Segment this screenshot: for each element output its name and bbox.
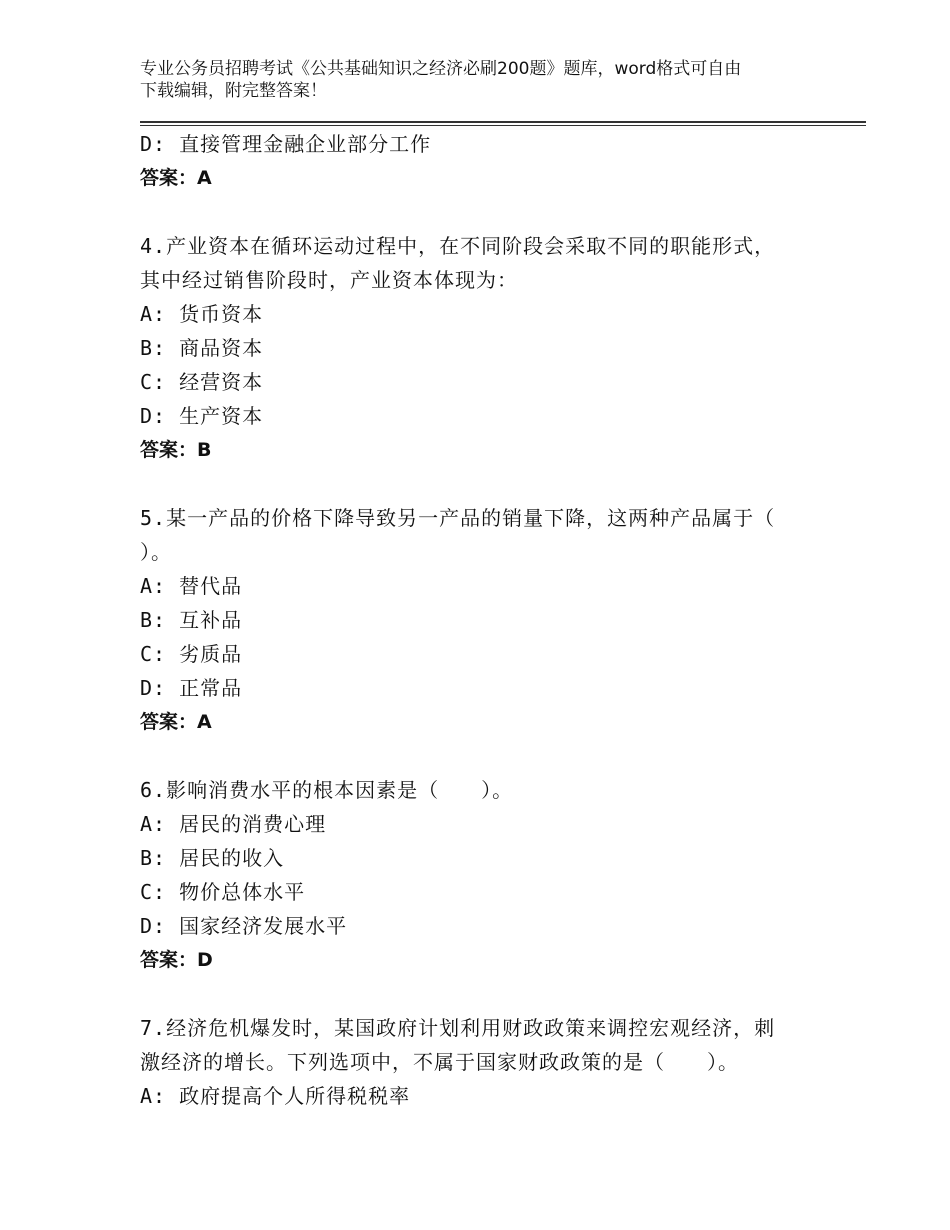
question-7 (140, 1011, 830, 1113)
option-c: C: 经营资本 (140, 370, 264, 394)
option-d: D: 生产资本 (140, 404, 264, 428)
option-b: B: 居民的收入 (140, 846, 285, 870)
option-c: C: 物价总体水平 (140, 880, 306, 904)
option-a: A: 货币资本 (140, 302, 264, 326)
answer: 答案：B (140, 439, 212, 461)
answer: 答案：A (140, 711, 212, 733)
question-content (140, 127, 830, 1113)
option-d: D: 国家经济发展水平 (140, 914, 348, 938)
question-text-line: 6.影响消费水平的根本因素是（ ）。 (140, 778, 514, 802)
option-a: A: 居民的消费心理 (140, 812, 327, 836)
spacer (140, 195, 830, 229)
question-text-line: 5.某一产品的价格下降导致另一产品的销量下降，这两种产品属于（ (140, 506, 776, 530)
prev-option-d: D: 直接管理金融企业部分工作 (140, 132, 432, 156)
prev-answer: 答案：A (140, 167, 212, 189)
question-4 (140, 229, 830, 467)
spacer (140, 739, 830, 773)
question-6 (140, 773, 830, 977)
option-c: C: 劣质品 (140, 642, 243, 666)
option-a: A: 政府提高个人所得税税率 (140, 1084, 411, 1108)
question-5 (140, 501, 830, 739)
option-d: D: 正常品 (140, 676, 243, 700)
option-b: B: 互补品 (140, 608, 243, 632)
header-divider-thin (140, 125, 866, 126)
header-divider-thick (140, 121, 866, 123)
header-line-1: 专业公务员招聘考试《公共基础知识之经济必刷200题》题库，word格式可自由 (140, 59, 742, 79)
spacer (140, 467, 830, 501)
question-text-line: 其中经过销售阶段时，产业资本体现为： (140, 268, 518, 292)
option-a: A: 替代品 (140, 574, 243, 598)
spacer (140, 977, 830, 1011)
question-text-line: 4.产业资本在循环运动过程中，在不同阶段会采取不同的职能形式， (140, 234, 776, 258)
question-text-line: 7.经济危机爆发时，某国政府计划利用财政政策来调控宏观经济，刺 (140, 1016, 776, 1040)
header-line-2: 下载编辑，附完整答案！ (140, 81, 327, 101)
question-text-line: ）。 (140, 540, 172, 564)
document-header (140, 58, 830, 102)
answer: 答案：D (140, 949, 213, 971)
question-text-line: 激经济的增长。下列选项中，不属于国家财政政策的是（ ）。 (140, 1050, 739, 1074)
option-b: B: 商品资本 (140, 336, 264, 360)
